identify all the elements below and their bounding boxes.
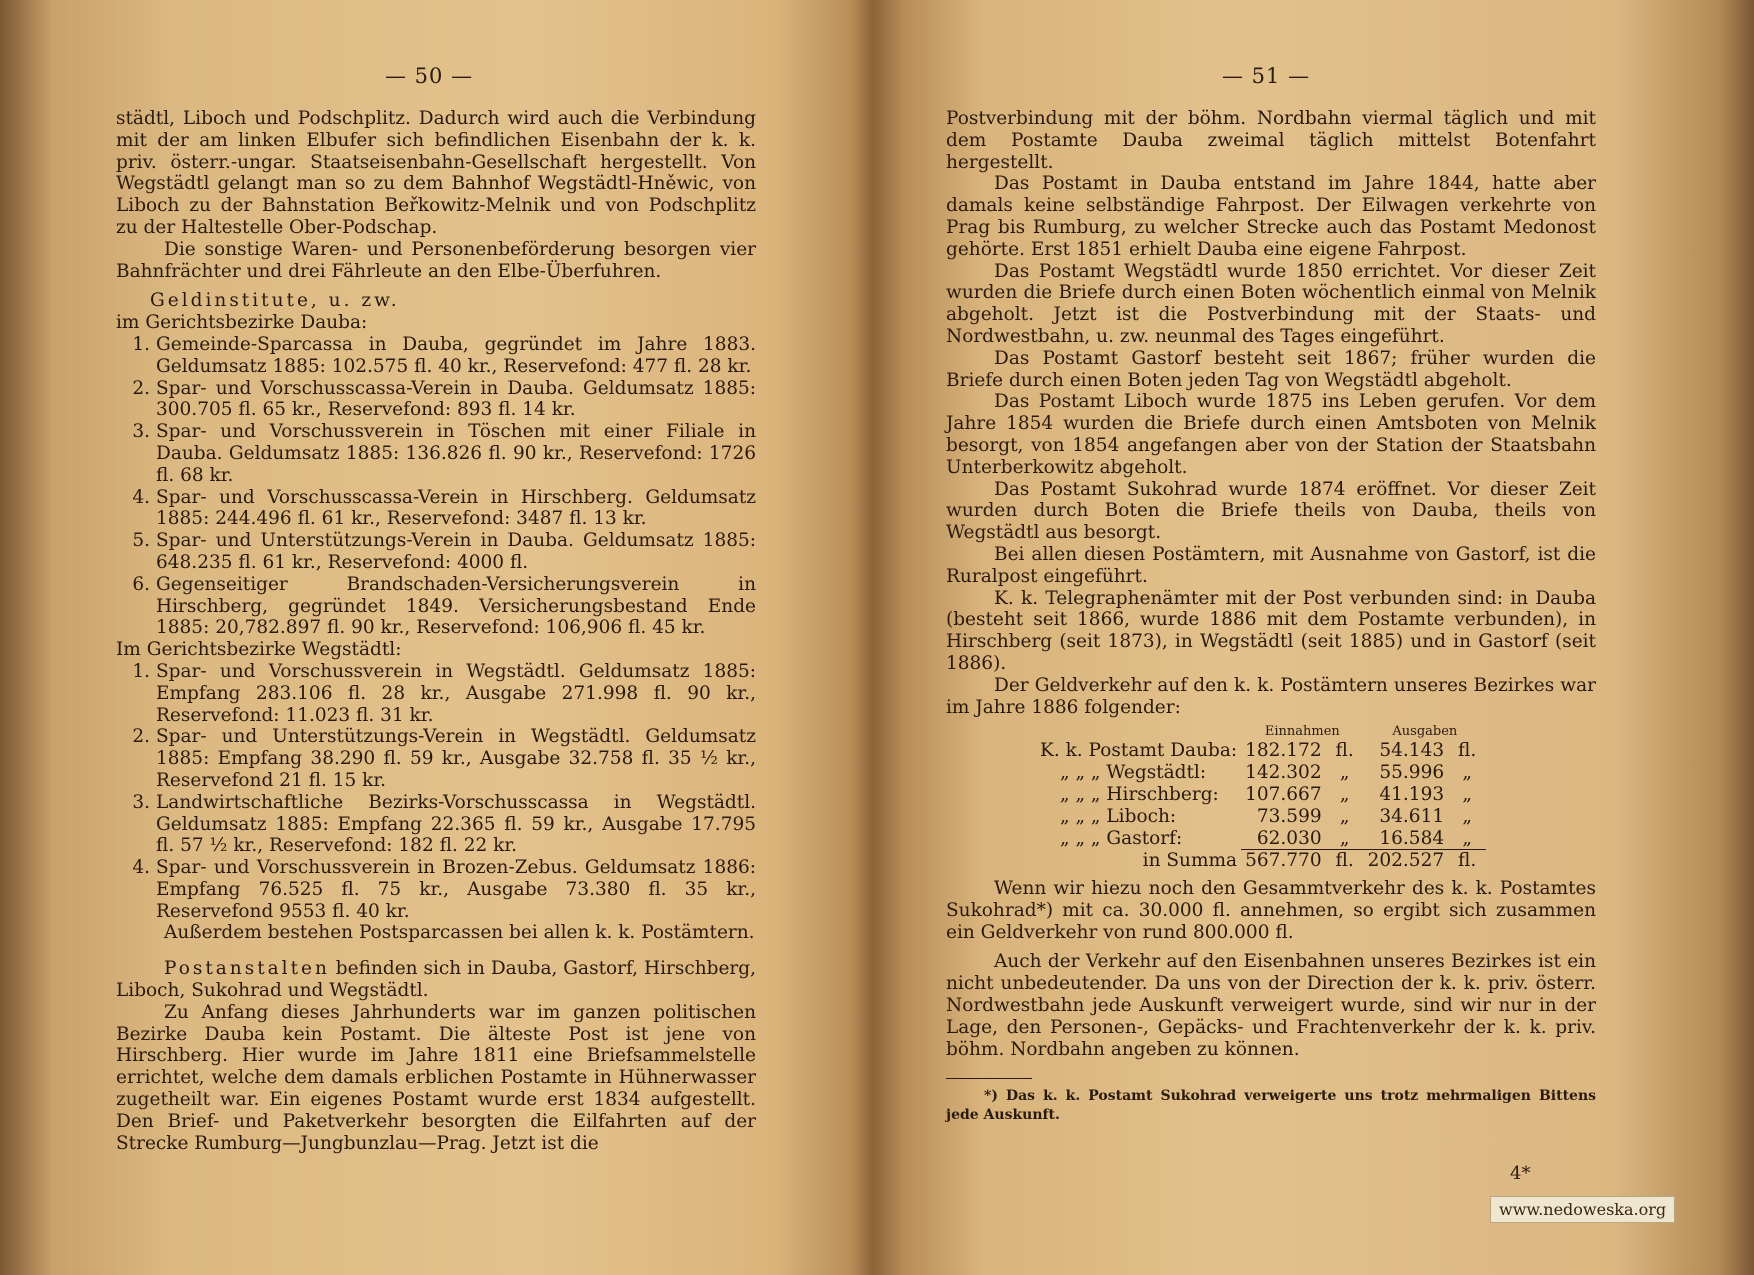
paragraph: Postverbindung mit der böhm. Nordbahn viermal täglich und mit dem Postamte Dauba zweimal täglich mittelst Botenfahrt hergestellt.: [946, 108, 1596, 173]
sum-ausgaben-unit: fl.: [1448, 850, 1486, 872]
ausgaben-unit: „: [1462, 783, 1472, 805]
footnote-rule: [946, 1078, 1032, 1079]
list-item: [116, 334, 756, 378]
item-text: Gemeinde-Sparcassa in Dauba, gegründet im Jahre 1883. Geldumsatz 1885: 102.575 fl. 40 kr., Reservefond: 477 fl. 28 kr.: [156, 333, 756, 377]
section-heading-text: Postanstalten: [164, 958, 330, 980]
table-sum-row: [1036, 850, 1486, 872]
sum-label: in Summa: [1142, 850, 1238, 872]
item-text: Spar- und Vorschussverein in Brozen-Zebus. Geldumsatz 1886: Empfang 76.525 fl. 75 kr., Ausgabe 73.380 fl. 35 kr., Reservefond 9553 fl. 40 kr.: [156, 857, 756, 922]
ausgaben-unit: „: [1462, 762, 1472, 784]
list-item: [116, 378, 756, 422]
paragraph: [116, 958, 756, 1002]
item-number: 6.: [132, 573, 150, 595]
ausgaben-value: 34.611: [1379, 805, 1445, 827]
item-number: 1.: [132, 660, 150, 682]
sum-einnahmen: 567.770: [1241, 850, 1326, 872]
paragraph: Die sonstige Waren- und Personenbeförderung besorgen vier Bahnfrächter und drei Fährleute an den Elbe-Überfuhren.: [116, 238, 756, 282]
item-text: Gegenseitiger Brandschaden-Versicherungsverein in Hirschberg, gegründet 1849. Versicherungsbestand Ende 1885: 20,782.897 fl. 90 kr., Reservefond: 106,906 fl. 45 kr.: [156, 573, 756, 639]
einnahmen-value: 107.667: [1245, 783, 1322, 805]
einnahmen-unit: „: [1339, 783, 1350, 805]
table-row: [1036, 784, 1486, 806]
page-right: [870, 0, 1754, 1275]
watermark: www.nedoweska.org: [1490, 1196, 1675, 1223]
list-item: [116, 726, 756, 791]
signature-mark: 4*: [1510, 1163, 1531, 1184]
item-number: 3.: [132, 421, 150, 443]
ausgaben-value: 55.996: [1379, 762, 1445, 784]
page-text: [946, 108, 1596, 1125]
einnahmen-value: 62.030: [1256, 827, 1322, 849]
column-header-einnahmen: Einnahmen: [1264, 724, 1340, 740]
list-item: [116, 857, 756, 922]
table-row: [1036, 806, 1486, 828]
einnahmen-value: 182.172: [1245, 740, 1322, 762]
list-item: [116, 661, 756, 726]
district-heading: Im Gerichtsbezirke Wegstädtl:: [116, 639, 402, 661]
sum-einnahmen-unit: fl.: [1326, 850, 1364, 872]
ausgaben-value: 16.584: [1379, 827, 1445, 849]
row-label: „ „ „ Wegstädtl:: [1060, 762, 1207, 784]
paragraph: Zu Anfang dieses Jahrhunderts war im ganzen politischen Bezirke Dauba kein Postamt. Die älteste Post ist jene von Hirschberg. Hier wurde im Jahre 1811 eine Briefsammelstelle errichtet, welche dem damals erblichen Postamte in Hühnerwasser zugetheilt war. Ein eigenes Postamt wurde erst 1834 aufgestellt. Den Brief- und Paketverkehr besorgten die Eilfahrten auf der Strecke Rumburg—Jungbunzlau—Prag. Jetzt ist die: [116, 1001, 756, 1154]
item-number: 4.: [132, 486, 150, 508]
wegstaedtl-list: [116, 661, 756, 923]
item-text: Spar- und Vorschusscassa-Verein in Hirschberg. Geldumsatz 1885: 244.496 fl. 61 kr., Reservefond: 3487 fl. 13 kr.: [156, 486, 756, 530]
row-label: „ „ „ Liboch:: [1060, 805, 1177, 827]
einnahmen-value: 142.302: [1245, 762, 1322, 784]
postal-money-table: [1036, 724, 1486, 872]
table-row: [1036, 828, 1486, 850]
list-item: [116, 530, 756, 574]
item-text: Spar- und Vorschusscassa-Verein in Dauba. Geldumsatz 1885: 300.705 fl. 65 kr., Reservefond: 893 fl. 14 kr.: [156, 377, 756, 421]
table-header: [1036, 724, 1486, 740]
einnahmen-unit: „: [1339, 762, 1350, 784]
einnahmen-unit: „: [1339, 827, 1350, 849]
district-heading: im Gerichtsbezirke Dauba:: [116, 312, 368, 334]
item-text: Spar- und Vorschussverein in Töschen mit einer Filiale in Dauba. Geldumsatz 1885: 136.826 fl. 90 kr., Reservefond: 1726 fl. 68 kr.: [156, 421, 756, 486]
list-item: [116, 421, 756, 486]
row-label: „ „ „ Gastorf:: [1060, 827, 1183, 849]
ausgaben-unit: „: [1462, 827, 1472, 849]
paragraph: städtl, Liboch und Podschplitz. Dadurch wird auch die Verbindung mit der am linken Elbufer sich befindlichen Eisenbahn der k. k. priv. österr.-ungar. Staatseisenbahn-Gesellschaft hergestellt. Von Wegstädtl gelangt man so zu dem Bahnhof Wegstädtl-Hněwic, von Liboch zu der Bahnstation Beřkowitz-Melnik und von Podschplitz zu der Haltestelle Ober-Podschap.: [116, 108, 756, 238]
ausgaben-value: 54.143: [1379, 740, 1445, 762]
item-number: 3.: [132, 791, 150, 813]
ausgaben-value: 41.193: [1379, 783, 1445, 805]
paragraph: Auch der Verkehr auf den Eisenbahnen unseres Bezirkes ist ein nicht unbedeutender. Da uns von der Direction der k. k. priv. österr. Nordwestbahn jede Auskunft verweigert wurde, sind wir nur in der Lage, den Personen-, Gepäcks- und Frachtenverkehr der k. k. priv. böhm. Nordbahn angeben zu können.: [946, 951, 1596, 1060]
paragraph: K. k. Telegraphenämter mit der Post verbunden sind: in Dauba (besteht seit 1866, wurde 1886 mit dem Postamte verbunden), in Hirschberg (seit 1873), in Wegstädtl (seit 1885) und in Gastorf (seit 1886).: [946, 587, 1596, 674]
table-row: [1036, 762, 1486, 784]
einnahmen-unit: fl.: [1335, 740, 1354, 762]
item-text: Spar- und Unterstützungs-Verein in Wegstädtl. Geldumsatz 1885: Empfang 38.290 fl. 59 kr., Ausgabe 32.758 fl. 35 ½ kr., Reservefond 21 fl. 15 kr.: [156, 726, 756, 791]
paragraph: Das Postamt Gastorf besteht seit 1867; früher wurden die Briefe durch einen Boten jeden Tag von Wegstädtl abgeholt.: [946, 347, 1596, 391]
paragraph-text: befinden sich in Dauba, Gastorf, Hirschberg, Liboch, Sukohrad und Wegstädtl.: [116, 958, 756, 1002]
paragraph: Das Postamt Wegstädtl wurde 1850 errichtet. Vor dieser Zeit wurden die Briefe durch einen Boten wöchentlich einmal von Melnik abgeholt. Jetzt ist die Postverbindung mit der Staats- und Nordwestbahn, u. zw. neunmal des Tages eingeführt.: [946, 260, 1596, 347]
paragraph: Der Geldverkehr auf den k. k. Postämtern unseres Bezirkes war im Jahre 1886 folgender:: [946, 674, 1596, 718]
paragraph: Das Postamt in Dauba entstand im Jahre 1844, hatte aber damals keine selbständige Fahrpost. Der Eilwagen verkehrte von Prag bis Rumburg, zu welcher Strecke auch das Postamt Medonost gehörte. Erst 1851 erhielt Dauba eine eigene Fahrpost.: [946, 173, 1596, 260]
section-heading-text: Geldinstitute, u. zw.: [150, 290, 400, 312]
item-number: 4.: [132, 857, 150, 879]
paragraph: Das Postamt Liboch wurde 1875 ins Leben gerufen. Vor dem Jahre 1854 wurden die Briefe durch einen Amtsboten von Melnik besorgt, von 1854 angefangen aber von der Station der Staatsbahn Unterberkowitz abgeholt.: [946, 391, 1596, 478]
page-left: [0, 0, 860, 1275]
page-number: — 51 —: [1222, 64, 1311, 88]
item-text: Spar- und Vorschussverein in Wegstädtl. Geldumsatz 1885: Empfang 283.106 fl. 28 kr., Ausgabe 271.998 fl. 90 kr., Reservefond: 11.023 fl. 31 kr.: [156, 660, 756, 726]
page-text: [116, 108, 756, 1154]
list-item: [116, 487, 756, 531]
item-text: Spar- und Unterstützungs-Verein in Dauba. Geldumsatz 1885: 648.235 fl. 61 kr., Reservefond: 4000 fl.: [156, 530, 756, 573]
sum-ausgaben: 202.527: [1364, 850, 1449, 872]
paragraph: Außerdem bestehen Postsparcassen bei allen k. k. Postämtern.: [164, 922, 755, 944]
page-number: — 50 —: [385, 64, 474, 88]
einnahmen-unit: „: [1339, 805, 1350, 827]
row-label: K. k. Postamt Dauba:: [1040, 740, 1238, 762]
paragraph: Das Postamt Sukohrad wurde 1874 eröffnet. Vor dieser Zeit wurden durch Boten die Briefe theils von Dauba, theils von Wegstädtl aus besorgt.: [946, 478, 1596, 544]
einnahmen-value: 73.599: [1256, 805, 1322, 827]
section-heading: [116, 290, 756, 312]
list-item: [116, 574, 756, 639]
footnote: *) Das k. k. Postamt Sukohrad verweigerte uns trotz mehrmaligen Bittens jede Auskunft.: [946, 1088, 1596, 1124]
ausgaben-unit: fl.: [1458, 740, 1477, 762]
ausgaben-unit: „: [1462, 805, 1472, 827]
item-number: 1.: [132, 333, 150, 355]
dauba-list: [116, 334, 756, 639]
row-label: „ „ „ Hirschberg:: [1060, 783, 1219, 805]
item-number: 5.: [132, 530, 150, 552]
table-row: [1036, 740, 1486, 762]
list-item: [116, 792, 756, 857]
item-text: Landwirtschaftliche Bezirks-Vorschusscassa in Wegstädtl. Geldumsatz 1885: Empfang 22.365 fl. 59 kr., Ausgabe 17.795 fl. 57 ½ kr., Reservefond: 182 fl. 22 kr.: [156, 791, 756, 857]
paragraph: Wenn wir hiezu noch den Gesammtverkehr des k. k. Postamtes Sukohrad*) mit ca. 30.000 fl. annehmen, so ergibt sich zusammen ein Geldverkehr von rund 800.000 fl.: [946, 878, 1596, 943]
item-number: 2.: [132, 377, 150, 399]
paragraph: Bei allen diesen Postämtern, mit Ausnahme von Gastorf, ist die Ruralpost eingeführt.: [946, 543, 1596, 587]
column-header-ausgaben: Ausgaben: [1392, 724, 1458, 740]
item-number: 2.: [132, 726, 150, 748]
